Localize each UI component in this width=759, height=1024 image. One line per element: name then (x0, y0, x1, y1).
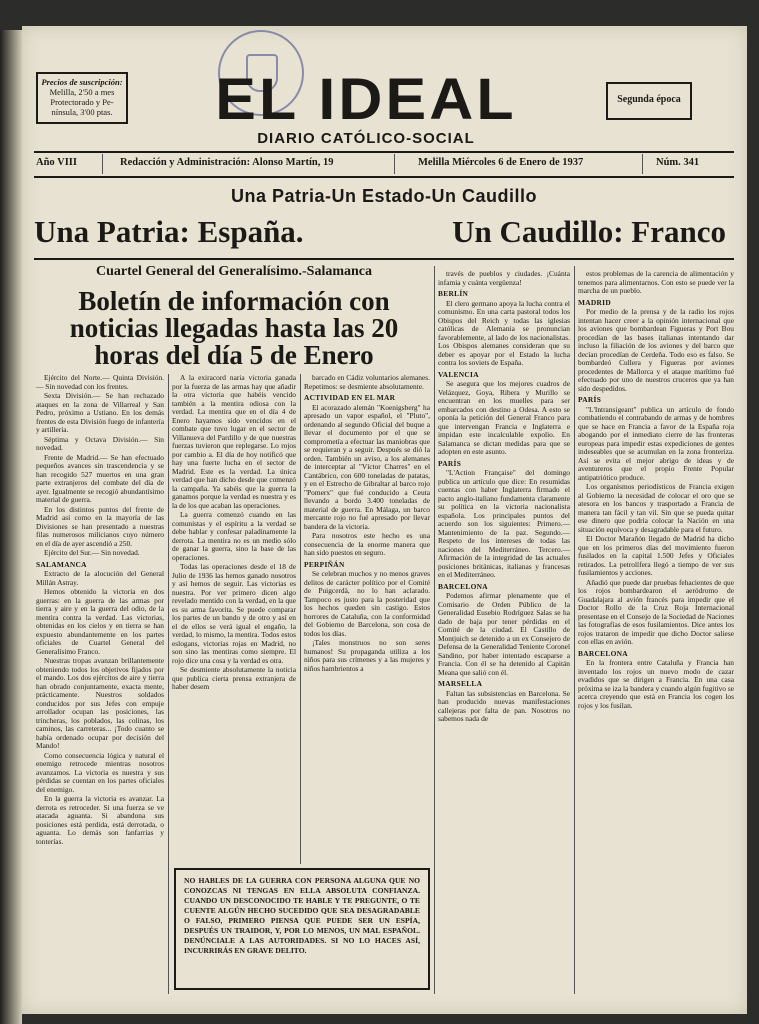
newspaper-subtitle: DIARIO CATÓLICO-SOCIAL (257, 130, 475, 147)
newspaper-page (22, 26, 747, 1014)
issue-number: Núm. 341 (656, 157, 700, 168)
subscription-line: nínsula, 3'00 ptas. (51, 107, 113, 117)
article-paragraph: Por medio de la prensa y de la radio los rojos intentan hacer creer a la opinión internacional que los aviones que bombardean Figueras y Port Bou procedían de las bases italianas intentando dar incluso la filiación de los aviones y del barco que decían procedían de Cerdeña. Todo eso es falso. Se bombardeó Cullera y Figueras por aviones procedentes de Mallorca y el ataque marítimo fué efectuado por uno de nuestros cruceros que ya han sido despedidos. (578, 307, 734, 393)
article-paragraph: Se desmiente absolutamente la noticia que publica cierta prensa extranjera de haber desem (172, 665, 296, 691)
article-kicker: Cuartel General del Generalísimo.-Salamanca (95, 264, 373, 279)
article-paragraph: Podemos afirmar plenamente que el Comisario de Orden Público de la Generalidad Eusebio Rodríguez Salas se ha dado de baja por tener pérdidas en el Comité de la ciudad. El Castillo de Montjuich se detenido a un ex Consejero de Defensa de la Generalidad Teniente Coronel Sandino, por haber intentado escaparse a Francia. Con él se ha detenido al Capitán Meana que salió con él. (438, 591, 570, 677)
article-paragraph: El acorazado alemán "Koenigsberg" ha apresado un vapor español, el "Pluto", ordenando al segundo Oficial del buque a llevar el documento por el que se comprometía a efectuar las maniobras que se requieran y a seguir. Después se dió la orden. También un aviso, a los alemanes de interceptar al "Víctor Charres" en el Cantábrico, con 600 toneladas de patatas, y en el Estrecho de Gibraltar al barco rojo "Pomerx" que fué conducido a Ceuta llevando a bordo 3.400 toneladas de material de guerra. En Málaga, un barco mercante rojo no fué apresado por llevar bandera de la victoria. (304, 402, 430, 531)
newspaper-title: EL IDEAL (215, 67, 517, 132)
column-4 (438, 270, 570, 1000)
subscription-line: Melilla, 2'50 a mes (49, 87, 115, 97)
article-paragraph: "L'Intransigeant" publica un artículo de fondo combatiendo el contrabando de armas y de hombres que se hace en Francia a favor de la España roja abogando por el inmediato cierre de las fronteras europeas para impedir estas expediciones de gentes indeseables que se acumulan en la zona fronteriza. Así se evita el mejor abrigo de ideas y de aventureros que el propio Frente Popular antipatriótico produce. (578, 404, 734, 482)
column-divider (574, 266, 575, 994)
article-paragraph: En la guerra la victoria es avanzar. La derrota es retroceder. Si una fuerza se ve atacada aguanta. Si abandona sus posiciones está perdida, está derrotada, o aguanta. Lo demás son fanfarrias y tonterías. (36, 794, 164, 846)
article-paragraph: Hemos obtenido la victoria en dos guerras: en la guerra de las armas por tierra y aire y en la guerra del odio, de la mentira contra la verdad. Las victorias, obtenidas en los cielos y en tierra se han expuesto abundantemente en los partes oficiales de Cuartel General del Generalísimo Franco. (36, 587, 164, 656)
article-paragraph: Extracto de la alocución del General Millán Astray. (36, 569, 164, 587)
slogan-patria: Una Patria: España. (34, 214, 304, 249)
article-paragraph: En los distintos puntos del frente de Madrid así como en la mayoría de las Divisiones se han presentado a nuestras filas numerosos milicianos cuyo número en el día de ayer ascendió a 250. (36, 504, 164, 548)
article-paragraph: través de pueblos y ciudades. ¡Cuánta infamia y cuánta vergüenza! (438, 270, 570, 287)
administration-address: Redacción y Administración: Alonso Martín, 19 (120, 157, 334, 168)
section-dateline: SALAMANCA (36, 559, 87, 569)
section-dateline: PERPIÑÁN (304, 559, 345, 569)
column-1 (36, 374, 164, 944)
article-paragraph: Como consecuencia lógica y natural el enemigo retrocede mientras nosotros avanzamos. La victoria es nuestra y sus pérdidas se cuentan en los partes oficiales del enemigo. (36, 750, 164, 794)
warning-notice-text: NO HABLES DE LA GUERRA CON PERSONA ALGUNA QUE NO CONOZCAS NI TENGAS EN ELLA ABSOLUTA CONFIANZA. CUANDO UN DESCONOCIDO TE HABLE Y TE PREGUNTE, O TE CUENTE ALGÚN HECHO SUCEDIDO QUE SEA DESAGRADABLE O FALSO, PRIMERO PIENSA QUE PUEDE SER UN ESPÍA, DESPUÉS UN TRAIDOR, Y, POR LO MENOS, UN MAL ESPAÑOL. DENÚNCIALE A LAS AUTORIDADES. SI NO LO HACES ASÍ, INCURRIRÁS EN GRAVE DELITO. (184, 876, 420, 955)
section-dateline: BARCELONA (578, 648, 628, 658)
article-paragraph: Todas las operaciones desde el 18 de Julio de 1936 las hemos ganado nosotros y así hemos de seguir. Las victorias es nuestra. Por ver primero dicen algo revelado mentido con la verdad, en la que es su arma favorita. Se puede comparar los partes de un bando y de otro y así en el de ellos se verá igual el engaño, la verdad, lo mismo, la mentira. Todos estos eslogans, victorias rojas en Madrid, no son sino las mentiras como siempre. El rojo dice una cosa y la verdad es otra. (172, 562, 296, 665)
year-label: Año VIII (36, 157, 77, 168)
dateline: Melilla Miércoles 6 de Enero de 1937 (418, 157, 584, 168)
article-paragraph: "L'Action Française" del domingo publica un artículo que dice: En resumidas cuentas con haber Inglaterra firmado el pacto anglo-italiano fundamenta claramente su política en la victoria nacionalista española. Los principales puntos del acuerdo son los siguientes: Primero.— Mantenimiento de la paz. Segundo.— Respeto de los intereses de todas las naciones del Mediterráneo. Tercero.— Afirmación de la integridad de las actuales posiciones británicas, italianas y francesas en el Mediterráneo. (438, 468, 570, 579)
column-divider (168, 374, 169, 994)
headline-rule (34, 258, 734, 260)
warning-notice-box (174, 868, 430, 990)
column-divider (434, 266, 435, 994)
article-paragraph: Añadió que puede dar pruebas fehacientes de que los rojos bombardearon el aeródromo de Guadalajara al avión francés para impedir que el Doctor Rollo de la Cruz Roja Internacional presentase en el Consejo de la Sociedad de Naciones las fotografías de esos fusilamientos. Dice antes los rojos trataron de impedir que dicho Doctor saliese con ellas en avión. (578, 577, 734, 646)
slogan-line-2 (34, 212, 734, 252)
article-headline: Boletín de información con noticias llegadas hasta las 20 horas del día 5 de Enero (69, 286, 399, 370)
article-paragraph: Nuestras tropas avanzan brillantemente obteniendo todos los objetivos fijados por el mando. Los dos ejércitos de aire y tierra han obrado conjuntamente, exacta mente, prácticamente. Nuestros soldados conducidos por sus Jefes con empuje arrollador ocupan las posiciones, las trincheras, los poblados, las colinas, los caminos, las carreteras... ¡Todo cuanto se había ordenado ocupar por decisión del Mando! (36, 656, 164, 750)
article-paragraph: ¡Tales monstruos no son seres humanos! Su propaganda utiliza a los niños para sus crímenes y a las mujeres y niños hambrientos a (304, 638, 430, 673)
column-3 (304, 374, 430, 862)
article-paragraph: En la frontera entre Cataluña y Francia han inventado los rojos un nuevo modo de cazar evadidos que se dirigen a Francia. En una casa próxima se iza la bandera y cuando algún fugitivo se acerca creyendo que está en Francia los cogen los rojos y los fusilan. (578, 658, 734, 710)
section-dateline: ACTIVIDAD EN EL MAR (304, 393, 396, 402)
article-paragraph: Para nosotros este hecho es una consecuencia de la enorme manera que han sido puestos en seguro. (304, 531, 430, 557)
column-5 (578, 270, 734, 1000)
info-divider (394, 154, 395, 174)
article-paragraph: El Doctor Marañón llegado de Madrid ha dicho que en los primeros días del movimiento fueron fusilados en la capital 1.500 Jefes y Oficiales retirados. La petrolífera llegó a tiempo de ver sus fusilamientos y acciones. (578, 534, 734, 577)
info-divider (642, 154, 643, 174)
section-dateline: PARÍS (578, 395, 602, 404)
masthead-rule-top (34, 151, 734, 153)
article-paragraph: Sexta División.— Se han rechazado ataques en la zona de Villarreal y San Pedro, próximo a Ustiano. En los demás frentes de esta División fuego de infantería y artillería. (36, 391, 164, 434)
article-paragraph: Se asegura que los mejores cuadros de Velázquez, Goya, Ribera y Murillo se encuentran en los muelles para ser embarcados con destino a Odesa. A esto se oponía la petición del General Franco para que intervengan Francia e Inglaterra e impidan este incalculable expolio. En Salamanca se dictan medidas para que se adopten en este asunto. (438, 379, 570, 456)
section-dateline: BERLÍN (438, 289, 469, 298)
article-paragraph: barcado en Cádiz voluntarios alemanes. Repetimos: se desmiente absolutamente. (304, 374, 430, 391)
subscription-box (36, 72, 128, 124)
article-paragraph: Séptima y Octava División.— Sin novedad. (36, 434, 164, 452)
article-paragraph: La guerra comenzó cuando en las comunistas y el espíritu a la verdad se debe hablar y confesar paladinamente la derrota. La mentira no es un medio sólo de ganar la guerra, sino la base de las operaciones. (172, 510, 296, 562)
subscription-line: Protectorado y Pe- (50, 97, 114, 107)
adjacent-page-edge (0, 30, 22, 1024)
slogan-line-1: Una Patria-Un Estado-Un Caudillo (230, 186, 538, 206)
slogan-caudillo: Un Caudillo: Franco (452, 214, 726, 249)
article-paragraph: Los organismos periodísticos de Francia exigen al Gobierno la necesidad de colocar el oro que se atesora en los bancos y trasportado a Francia de manera tan fácil y tan vil. Sin que se pueda quitar ese dinero que podría colocar la Nación en una situación equívoca y desagradable para el futuro. (578, 482, 734, 534)
section-dateline: MARSELLA (438, 679, 483, 688)
column-divider (300, 374, 301, 864)
article-paragraph: estos problemas de la carencia de alimentación y tenemos para alimentarnos. Con esto se puede ver la marcha de un pueblo. (578, 270, 734, 295)
section-dateline: VALENCIA (438, 369, 479, 379)
article-paragraph: Ejército del Sur.— Sin novedad. (44, 548, 140, 557)
subscription-title: Precios de suscripción: (41, 77, 123, 87)
article-paragraph: Ejército del Norte.— Quinta División.— Sin novedad con los frentes. (36, 374, 164, 391)
info-divider (102, 154, 103, 174)
column-2 (172, 374, 296, 862)
section-dateline: PARÍS (438, 458, 462, 468)
article-paragraph: A la exiracord naria victoria ganada por la fuerza de las armas hay que añadir la otra victoria que habéis vencido también a la mentira odiosa con la verdad. La mentira que en el día 4 de Enero hayamos sido vencidos en el combate que tuvo lugar en el sector de Villanueva del Pardillo y de que nuestras fuerzas tuvieron que replegarse. Lo rojos por cambio a. El día de hoy notificó que hay una fuerte lucha en el sector de Madrid. Este es la verdad. La única verdad que han dicho desde que comenzó la campaña. Ya sabéis que la guerra la ganamos porque la verdad es nuestra y es la de los que acaban las operaciones. (172, 374, 296, 510)
article-paragraph: Frente de Madrid.— Se han efectuado pequeños avances sin trascendencia y se han recogido 527 muertos en una gran parte extranjeros del combate del día de ayer. Igualmente se recogió abundantísimo material de guerra. (36, 452, 164, 504)
article-paragraph: Se celebran muchos y no menos graves delitos de carácter político por el Comité de Puigcerdà, no lo han aclarado. Tampoco es justo para la posteridad que los hechos queden sin castigo. Estos horrores de Cataluña, con la conformidad del Gobierno de Barcelona, son cosa de todos los días. (304, 569, 430, 638)
section-dateline: BARCELONA (438, 581, 488, 591)
masthead-rule-bottom (34, 176, 734, 178)
section-dateline: MADRID (578, 297, 612, 307)
epoch-box: Segunda época (606, 82, 692, 120)
article-paragraph: El clero germano apoya la lucha contra el comunismo. En una carta pastoral todos los Obispos del Reich y todas las iglesias católicas de Alemania se pronuncian favorablemente, al lado de los nacionalistas. Los Obispos alemanes consideran que su deber es apoyar por el Estado la lucha contra los soviets de España. (438, 298, 570, 367)
article-paragraph: Faltan las subsistencias en Barcelona. Se han producido nuevas manifestaciones callejeras por falta de pan. Nosotros no sabemos nada de (438, 688, 570, 723)
